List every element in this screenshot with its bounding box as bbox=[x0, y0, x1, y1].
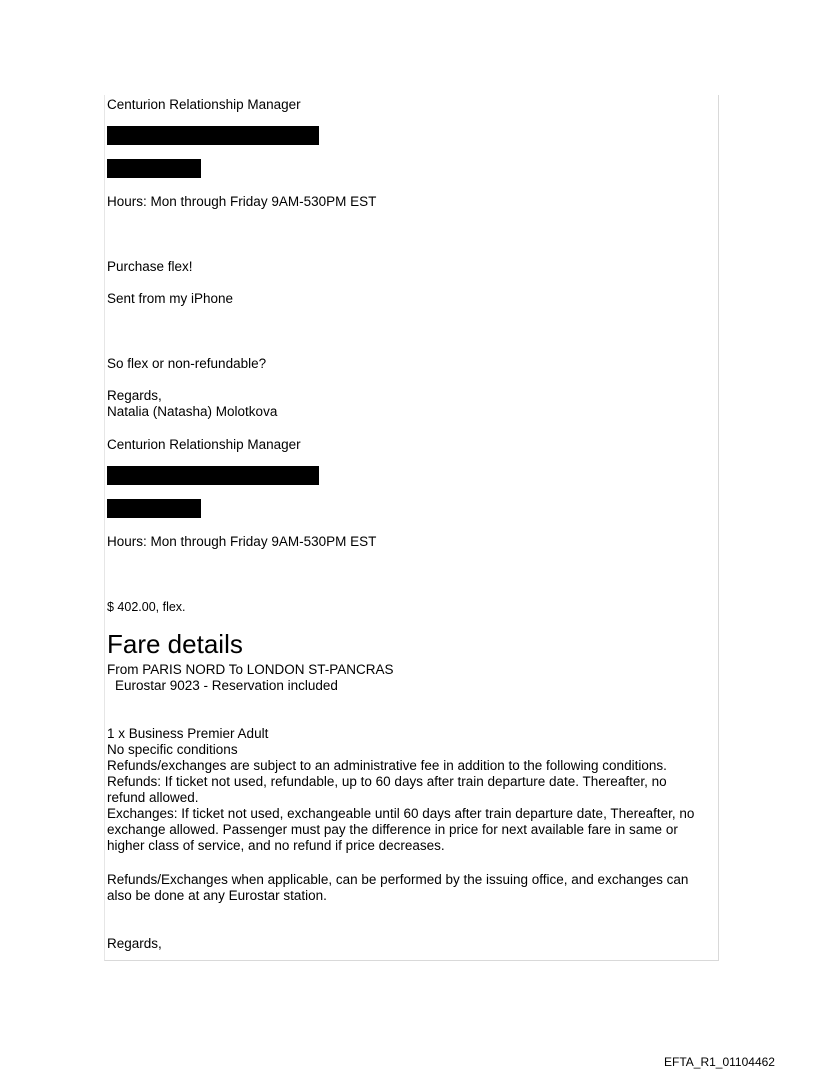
route-line: From PARIS NORD To LONDON ST-PANCRAS bbox=[107, 662, 394, 677]
office-note-line: also be done at any Eurostar station. bbox=[107, 888, 327, 903]
redaction-bar bbox=[107, 499, 201, 518]
signature-hours: Hours: Mon through Friday 9AM-530PM EST bbox=[107, 534, 377, 549]
closing-regards: Regards, bbox=[107, 936, 162, 951]
condition-line: 1 x Business Premier Adult bbox=[107, 726, 269, 741]
question-text: So flex or non-refundable? bbox=[107, 356, 267, 371]
office-note bbox=[107, 872, 688, 904]
office-note-line: Refunds/Exchanges when applicable, can be performed by the issuing office, and exchanges can bbox=[107, 872, 689, 887]
regards-label: Regards, bbox=[107, 388, 162, 403]
redaction-bar bbox=[107, 159, 201, 178]
signature-hours: Hours: Mon through Friday 9AM-530PM EST bbox=[107, 194, 377, 209]
condition-line: exchange allowed. Passenger must pay the difference in price for next available fare in same or bbox=[107, 822, 678, 837]
reply-text: Purchase flex! bbox=[107, 259, 193, 274]
condition-line: refund allowed. bbox=[107, 790, 199, 805]
condition-line: Refunds/exchanges are subject to an administrative fee in addition to the following conditions. bbox=[107, 758, 667, 773]
price-line: $ 402.00, flex. bbox=[107, 600, 186, 614]
signature-title: Centurion Relationship Manager bbox=[107, 437, 301, 452]
fare-conditions bbox=[107, 726, 694, 854]
sent-from-line: Sent from my iPhone bbox=[107, 291, 234, 306]
fare-details-heading: Fare details bbox=[107, 629, 243, 659]
condition-line: higher class of service, and no refund if price decreases. bbox=[107, 838, 445, 853]
train-line: Eurostar 9023 - Reservation included bbox=[115, 678, 338, 693]
condition-line: Refunds: If ticket not used, refundable, up to 60 days after train departure date. Thereafter, no bbox=[107, 774, 667, 789]
sender-name: Natalia (Natasha) Molotkova bbox=[107, 404, 278, 419]
document-id: EFTA_R1_01104462 bbox=[664, 1055, 775, 1069]
redaction-bar bbox=[107, 466, 319, 485]
condition-line: Exchanges: If ticket not used, exchangeable until 60 days after train departure date, Thereafter, no bbox=[107, 806, 695, 821]
redaction-bar bbox=[107, 126, 319, 145]
condition-line: No specific conditions bbox=[107, 742, 238, 757]
signature-title: Centurion Relationship Manager bbox=[107, 97, 301, 112]
